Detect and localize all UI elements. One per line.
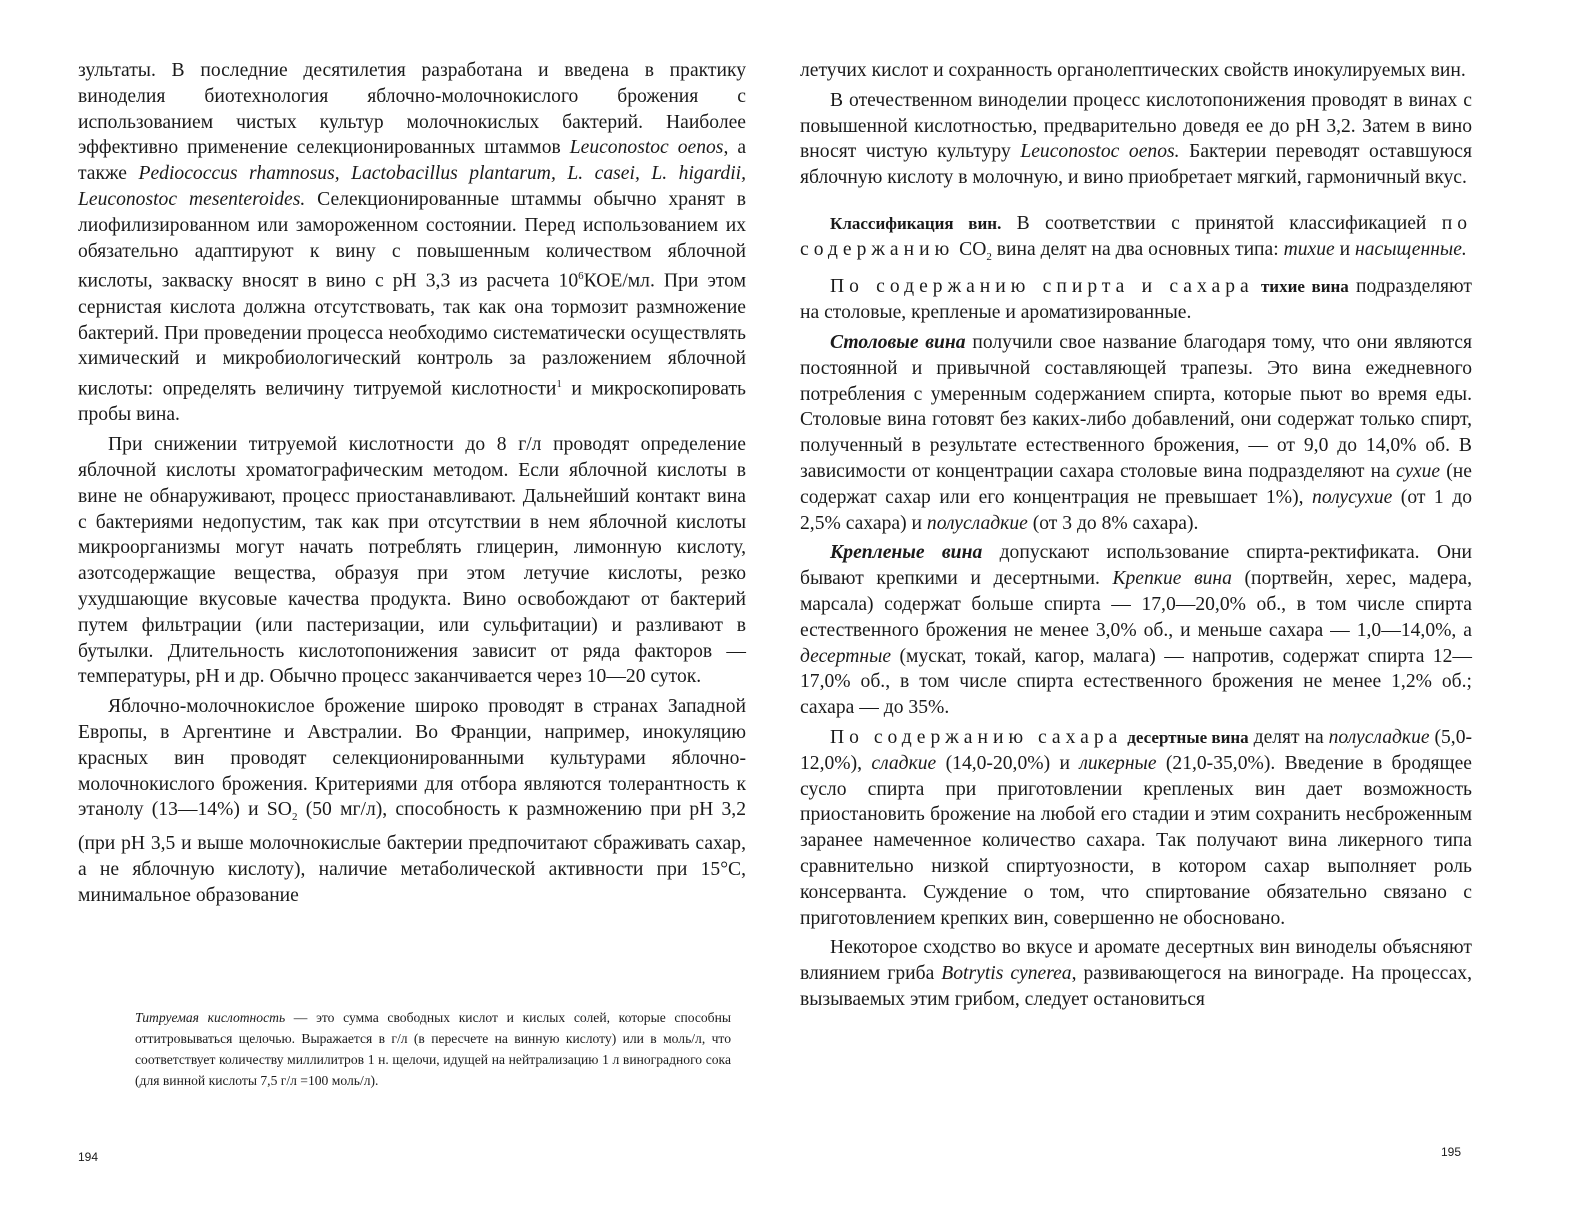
text-run: (от 1 до 2,5% сахара) и [800,486,1472,534]
bold-term: Столовые вина [830,332,966,354]
index-mark: 2 [986,250,992,263]
right-text-column [800,58,1472,1017]
text-run: — это сумма свободных кислот и кислых солей, которые способны оттитровываться щелочью. Выражается в г/л (в пересчете на винную кислоту) или в моль/л, что соответствует количеству миллилитров 1 н. щелочи, идущей на нейтрализацию 1 л виноградного сока (для винной кислоты 7,5 г/л =100 моль/л). [135,1010,732,1088]
text-run: (портвейн, херес, мадера, марсала) содержат больше спирта — 17,0—20,0% об., в том числе спирта естественного брожения не менее 3,0% об., и меньше сахара — 1,0—14,0%, а [800,568,1473,641]
text-run: (мускат, токай, кагор, малага) — напротив, содержат спирта 12—17,0% об., в том числе спирта естественного брожения не менее 1,2% об.; сахара — до 35%. [800,645,1472,719]
text-run: и микроскопировать пробы вина. [78,378,746,426]
text-run: допускают использование спирта-ректификата. Они бывают крепкими и десертными. [800,542,1473,590]
italic-term: полусладкие [926,512,1028,534]
bold-term: Крепленые вина [830,542,983,564]
text-run [1254,276,1261,297]
italic-term: насыщенные. [1355,238,1467,260]
footnote [135,1007,731,1091]
paragraph [78,432,746,690]
page-number: 194 [78,1150,99,1164]
text-run: (не содержат сахар или его концентрация не превышает 1%), [800,461,1472,508]
text-run: (14,0-20,0%) и [936,752,1080,774]
text-run: по содержанию [800,212,1472,260]
bold-term: Классификация вин. [830,213,1002,233]
paragraph [800,58,1472,84]
bold-term: тихие вина [1260,277,1349,297]
paragraph [800,725,1472,931]
text-run: Яблочно-молочнокислое брожение широко проводят в странах Западной Европы, в Аргентине и Австралии. Во Франции, например, инокуляцию красных вин проводят селекционированными культурами яблочно-молочнокислого брожения. Критериями для отбора являются толерантность к этанолу (13—14%) и SO [78,696,746,821]
text-run: (5,0-12,0%), [800,727,1473,774]
italic-term: тихие [1283,238,1335,260]
paragraph [800,540,1472,721]
text-run: Селекционированные штаммы обычно хранят в лиофилизированном или замороженном состоянии. Перед использованием их обязательно адаптируют к вину с повышенным количеством яблочной кислоты, закваску вносят в вино с рН 3,3 из расчета 10 [78,188,746,292]
text-run: В отечественном виноделии процесс кислотопонижения проводят в винах с повышенной кислотностью, предварительно доведя ее до рН 3,2. Затем в вино вносят чистую культуру [800,89,1472,163]
text-run: (от 3 до 8% сахара). [1027,512,1199,534]
left-page [0,0,790,1212]
text-run: Некоторое сходство во вкусе и аромате десертных вин виноделы объясняют влиянием гриба [800,937,1472,985]
text-run: (50 мг/л), способность к размножению при рН 3,2 (при рН 3,5 и выше молочнокислые бактерии предпочитают сбраживать сахар, а не яблочную кислоту), наличие метаболической активности при 15°С, минимальное образование [78,799,747,906]
italic-term: полусладкие [1328,727,1430,749]
left-text-column [78,58,746,912]
index-mark: 1 [556,378,562,391]
text-run: вина делят на два основных типа: [991,238,1284,260]
italic-term: Leuconostoc oenos [569,137,724,159]
paragraph [78,694,746,908]
index-mark: 2 [291,811,298,824]
italic-term: сухие [1395,461,1441,483]
paragraph [800,935,1472,1012]
italic-term: сладкие [871,752,937,774]
italic-term: Leuconostoc oenos. [1020,141,1180,163]
text-run: получили свое название благодаря тому, что они являются постоянной и привычной составляющей трапезы. Это вина ежедневного потребления с умеренным содержанием спирта, которые пьют во время еды. Столовые вина готовят без каких-либо добавлений, они содержат только спирт, полученный в результате естественного брожения, — от 9,0 до 14,0% об. В зависимости от концентрации сахара столовые вина подразделяют на [800,332,1473,483]
text-run: (21,0-35,0%). Введение в бродящее сусло спирта при приготовлении крепленых вин дает возможность приостановить брожение на любой его стадии и этим сохранить несброженным заранее намеченное количество сахара. Так получают вина ликерного типа сравнительно низкой спиртуозности, в котором сахар выполняет роль консерванта. Суждение о том, что спиртование обязательно связано с приготовлением крепких вин, совершенно не обосновано. [800,752,1473,929]
text-run: При снижении титруемой кислотности до 8 г/л проводят определение яблочной кислоты хроматографическим методом. Если яблочной кислоты в вине не обнаруживают, процесс приостанавливают. Дальнейший контакт вина с бактериями недопустим, так как при отсутствии в нем яблочной кислоты микроорганизмы могут начать потреблять глицерин, лимонную кислоту, азотсодержащие вещества, образуя при этом летучие кислоты, резко ухудшающие вкусовые качества продукта. Вино освобождают от бактерий путем фильтрации (или пастеризации, или сульфитации) и разливают в бутылки. Длительность кислотопонижения зависит от ряда факторов — температуры, рН и др. Обычно процесс заканчивается через 10—20 суток. [78,434,746,688]
paragraph [800,330,1472,536]
italic-term: Титруемая кислотность [135,1010,286,1025]
text-run: летучих кислот и сохранность органолептических свойств инокулируемых вин. [800,60,1466,81]
text-run: CO [954,238,987,260]
text-run: подразделяют на столовые, крепленые и ароматизированные. [800,276,1472,324]
italic-term: Крепкие вина [1112,568,1232,590]
text-run: Бактерии переводят оставшуюся яблочную кислоту в молочную, и вино приобретает мягкий, гармоничный вкус. [800,141,1472,189]
italic-term: Botrytis cynerea [941,963,1072,985]
text-run: , а также [78,137,747,185]
text-run: и [1334,238,1356,260]
italic-term: Pediococcus rhamnosus, Lactobacillus plantarum, L. casei, L. higardii, Leuconostoc mesenteroides. [78,163,746,210]
text-run: делят на [1248,727,1329,749]
italic-term: десертные [800,645,892,667]
text-run: По содержанию сахара [830,727,1123,749]
page-number: 195 [1441,1145,1462,1159]
text-run: В соответствии с принятой классификацией [1001,212,1442,234]
paragraph [78,58,746,428]
text-run: зультаты. В последние десятилетия разработана и введена в практику виноделия биотехнология яблочно-молочнокислого брожения с использованием чистых культур молочнокислых бактерий. Наиболее эффективно применение селекционированных штаммов [78,60,746,159]
section-heading-paragraph [800,211,1472,271]
text-run: КОЕ/мл. При этом сернистая кислота должна отсутствовать, так как она тормозит размножение бактерий. При проведении процесса необходимо систематически осуществлять химический и микробиологический контроль за разложением яблочной кислоты: определять величину титруемой кислотности [78,270,746,400]
italic-term: ликерные [1079,752,1157,774]
bold-term: десертные вина [1127,728,1249,748]
text-run: По содержанию спирта и сахара [830,276,1254,298]
paragraph [800,274,1472,326]
right-page [790,0,1593,1212]
italic-term: полусухие [1312,486,1393,508]
paragraph [800,88,1472,191]
text-run: , развивающегося на винограде. На процессах, вызываемых этим грибом, следует остановиться [800,963,1472,1010]
index-mark: 6 [578,270,584,283]
